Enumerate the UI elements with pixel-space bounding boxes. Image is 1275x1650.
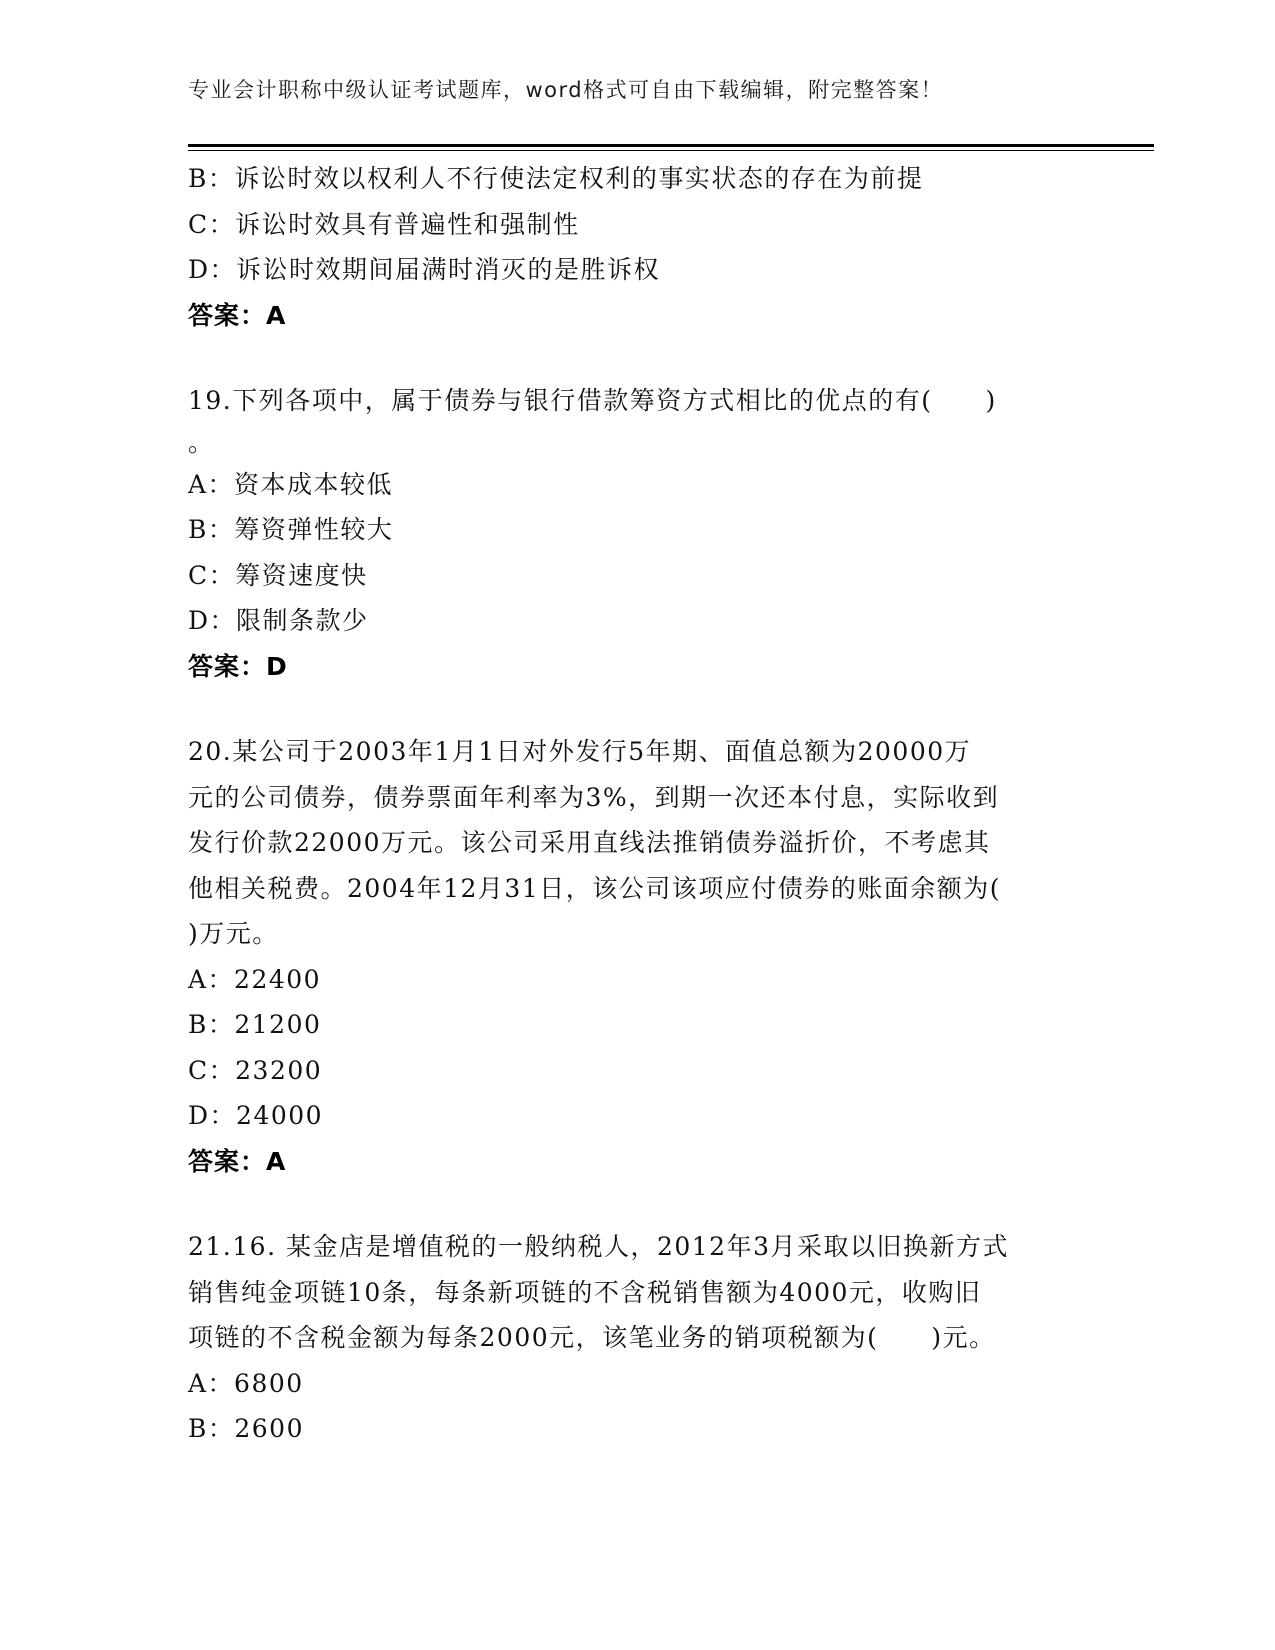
question-stem-line: 销售纯金项链10条，每条新项链的不含税销售额为4000元，收购旧 [188, 1277, 982, 1307]
question-stem-line: 项链的不含税金额为每条2000元，该笔业务的销项税额为( )元。 [188, 1323, 996, 1352]
question-19 [188, 378, 1088, 689]
option-a: A：资本成本较低 [188, 469, 394, 499]
question-stem-line: 19.下列各项中，属于债券与银行借款筹资方式相比的优点的有( ) [188, 386, 997, 415]
option-b: B：筹资弹性较大 [188, 515, 394, 544]
option-d: D：限制条款少 [188, 606, 369, 635]
option-c: C：23200 [188, 1055, 323, 1085]
question-stem-line: 元的公司债券，债券票面年利率为3%，到期一次还本付息，实际收到 [188, 782, 1000, 812]
question-stem-line: 。 [188, 427, 215, 457]
option-d: D：24000 [188, 1101, 324, 1130]
option-b: B：21200 [188, 1010, 322, 1039]
header-rule-thick [188, 144, 1154, 147]
page-header: 专业会计职称中级认证考试题库，word格式可自由下载编辑，附完整答案！ [188, 78, 944, 102]
option-a: A：22400 [188, 964, 322, 994]
option-c: C：筹资速度快 [188, 560, 368, 590]
answer: 答案：D [188, 651, 288, 681]
question-content [188, 156, 1088, 1452]
question-stem-line: 发行价款22000万元。该公司采用直线法推销债券溢折价，不考虑其 [188, 828, 991, 857]
option-d: D：诉讼时效期间届满时消灭的是胜诉权 [188, 255, 661, 284]
answer: 答案：A [188, 300, 287, 330]
answer: 答案：A [188, 1146, 287, 1176]
header-rule-thin [188, 150, 1154, 151]
question-stem-line: 20.某公司于2003年1月1日对外发行5年期、面值总额为20000万 [188, 737, 972, 766]
question-18-tail [188, 156, 1088, 338]
question-stem-line: 他相关税费。2004年12月31日，该公司该项应付债券的账面余额为( [188, 873, 1002, 903]
question-stem-line: 21.16. 某金店是增值税的一般纳税人，2012年3月采取以旧换新方式 [188, 1232, 1009, 1261]
option-b: B：2600 [188, 1414, 304, 1443]
question-21 [188, 1224, 1088, 1452]
option-a: A：6800 [188, 1368, 304, 1398]
question-20 [188, 729, 1088, 1184]
option-c: C：诉讼时效具有普遍性和强制性 [188, 209, 580, 239]
question-stem-line: )万元。 [188, 919, 279, 948]
option-b: B：诉讼时效以权利人不行使法定权利的事实状态的存在为前提 [188, 164, 924, 193]
